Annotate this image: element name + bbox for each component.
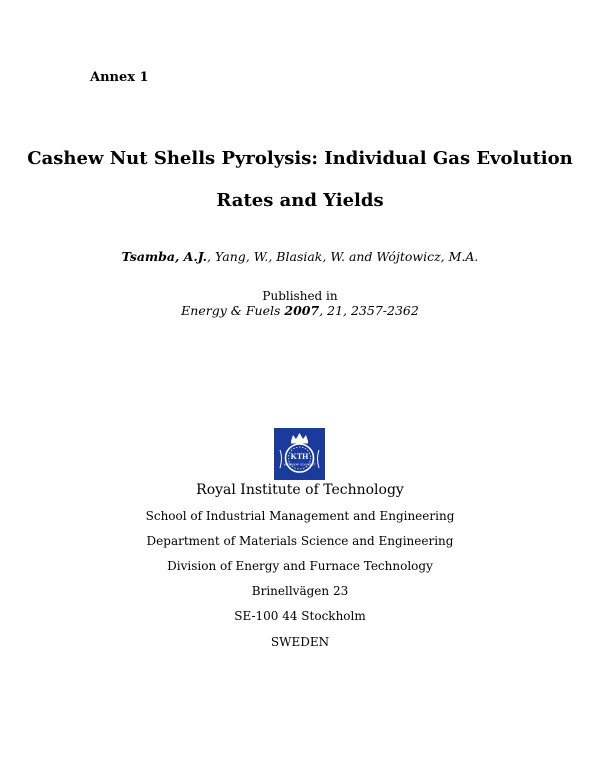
- co-authors: , Yang, W., Blasiak, W. and Wójtowicz, M.A.: [207, 249, 479, 264]
- journal-year: 2007: [284, 303, 320, 318]
- school-name: School of Industrial Management and Engineering: [145, 509, 455, 523]
- logo-motto: VETENSKAP OCH KONST: [283, 463, 316, 467]
- author-list: [0, 249, 600, 264]
- kth-crown-logo-icon: [274, 428, 325, 480]
- journal-citation: [0, 303, 600, 318]
- published-label: Published in: [262, 289, 338, 303]
- institution-name: Royal Institute of Technology: [196, 482, 404, 498]
- annex-label: Annex 1: [90, 70, 149, 85]
- journal-details: , 21, 2357-2362: [319, 303, 419, 318]
- journal-name: Energy & Fuels: [181, 303, 281, 318]
- title-line-2: Rates and Yields: [216, 190, 384, 211]
- postal-address: SE-100 44 Stockholm: [234, 609, 366, 623]
- street-address: Brinellvägen 23: [251, 584, 349, 598]
- title-line-1: Cashew Nut Shells Pyrolysis: Individual Gas Evolution: [27, 148, 573, 169]
- department-name: Department of Materials Science and Engineering: [146, 534, 454, 548]
- lead-author: Tsamba, A.J.: [121, 249, 208, 264]
- logo-text: KTH: [290, 452, 309, 461]
- country: SWEDEN: [270, 635, 330, 649]
- division-name: Division of Energy and Furnace Technology: [167, 559, 433, 573]
